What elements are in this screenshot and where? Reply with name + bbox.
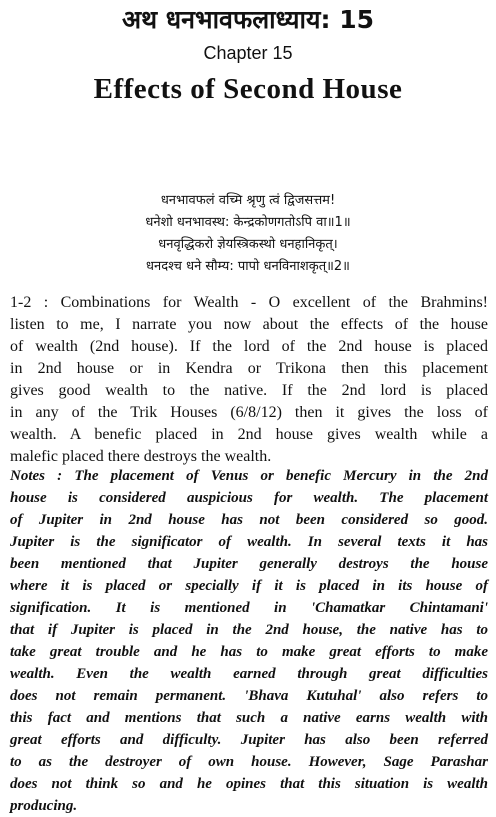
translation-line: gives good wealth to the native. If the 2nd lord is placed <box>10 382 488 399</box>
notes-line: take great trouble and he has to make great efforts to make <box>10 644 488 660</box>
translation-paragraph <box>10 292 488 468</box>
notes-line: where it is placed or specially if it is placed in its house of <box>10 578 488 594</box>
notes-paragraph <box>10 465 488 817</box>
notes-line: Jupiter is the significator of wealth. In several texts it has <box>10 534 488 550</box>
notes-line: does not remain permanent. 'Bhava Kutuhal' also refers to <box>10 688 488 704</box>
page-title: Effects of Second House <box>93 73 403 105</box>
translation-line: of wealth (2nd house). If the lord of the 2nd house is placed <box>10 338 488 355</box>
translation-line: in 2nd house or in Kendra or Trikona then this placement <box>10 360 488 377</box>
notes-line: that if Jupiter is placed in the 2nd house, the native has to <box>10 622 488 638</box>
translation-line: 1-2 : Combinations for Wealth - O excellent of the Brahmins! <box>10 294 488 311</box>
verse-line: धनदश्च धने सौम्य: पापो धनविनाशकृत्॥2॥ <box>146 259 350 274</box>
chapter-label: Chapter 15 <box>203 43 293 63</box>
notes-line: to as the destroyer of own house. However, Sage Parashar <box>10 754 488 770</box>
translation-line: listen to me, I narrate you now about the effects of the house <box>10 316 488 333</box>
notes-line: this fact and mentions that such a native earns wealth with <box>10 710 488 726</box>
verse-line: धनेशो धनभावस्थ: केन्द्रकोणगतोऽपि वा॥1॥ <box>145 215 351 230</box>
translation-line: malefic placed there destroys the wealth. <box>10 448 272 465</box>
notes-line: of Jupiter in 2nd house has not been considered so good. <box>10 512 488 528</box>
verse-line: धनभावफलं वच्मि श्रृणु त्वं द्विजसत्तम! <box>160 193 336 208</box>
sanskrit-verses <box>0 190 496 278</box>
notes-line: been mentioned that Jupiter generally destroys the house <box>10 556 488 572</box>
notes-line: great efforts and difficulty. Jupiter has also been referred <box>10 732 488 748</box>
notes-line: house is considered auspicious for wealth. The placement <box>10 490 488 506</box>
translation-line: in any of the Trik Houses (6/8/12) then it gives the loss of <box>10 404 488 421</box>
notes-line: Notes : The placement of Venus or benefic Mercury in the 2nd <box>10 468 488 484</box>
verse-line: धनवृद्धिकरो ज्ञेयस्त्रिकस्थो धनहानिकृत्। <box>158 237 338 252</box>
hindi-chapter-title: अथ धनभावफलाध्याय: 15 <box>121 5 375 34</box>
translation-line: wealth. A benefic placed in 2nd house gives wealth while a <box>10 426 488 443</box>
notes-line: signification. It is mentioned in 'Chamatkar Chintamani' <box>10 600 488 616</box>
notes-line: does not think so and he opines that this situation is wealth <box>10 776 488 792</box>
notes-line: producing. <box>10 798 78 814</box>
notes-line: wealth. Even the wealth earned through great difficulties <box>10 666 488 682</box>
